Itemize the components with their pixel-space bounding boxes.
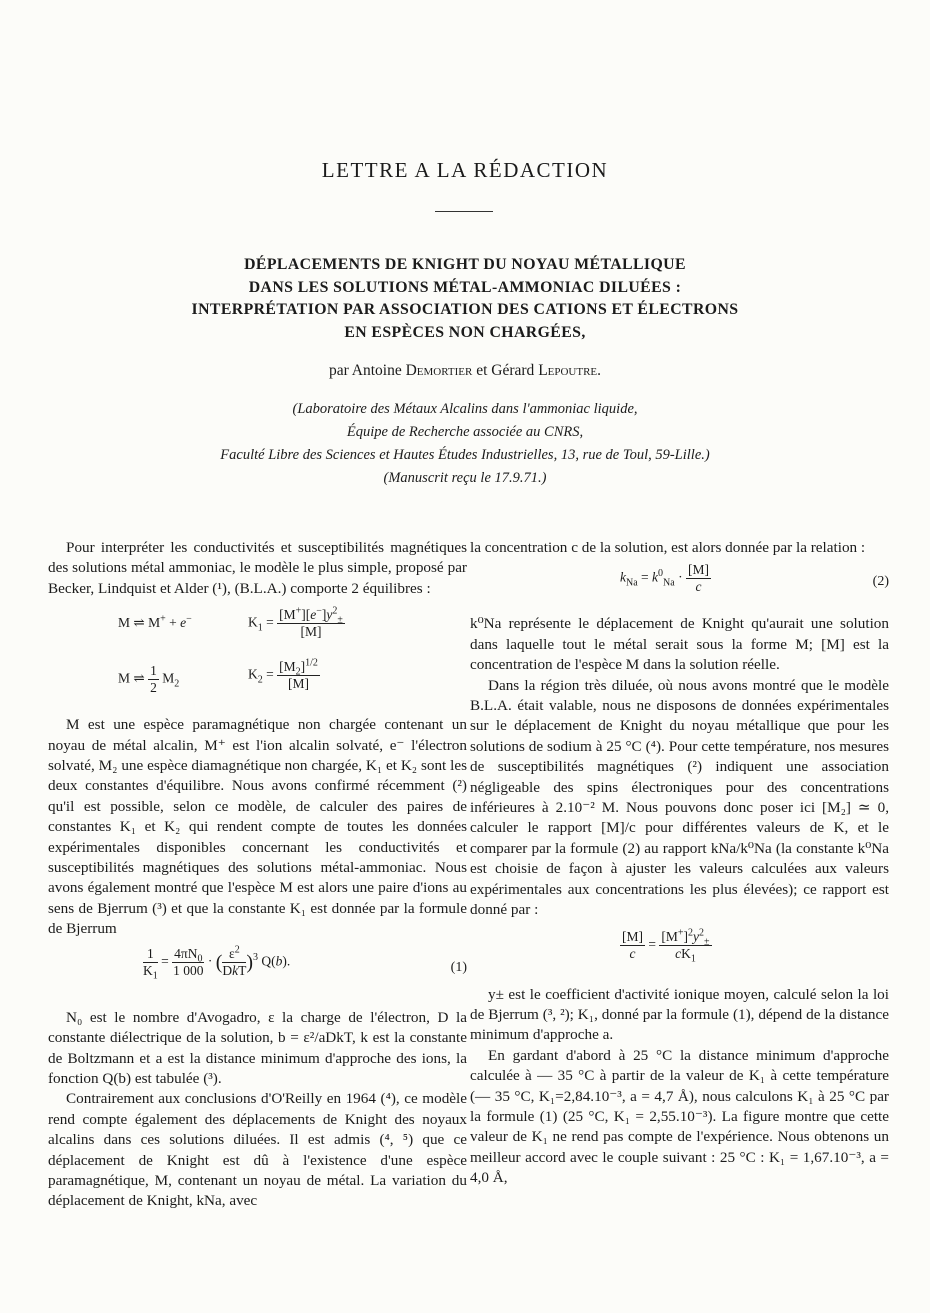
paragraph: Pour interpréter les conductivités et susceptibilités magnétiques des solutions métal ammoniac, le modèle le plus simple, proposé par Becker, Lindquist et Alder (¹), (B.L.A.) comporte 2 équilibres :: [48, 539, 467, 597]
equilibria-block: [118, 607, 467, 707]
title-line: DANS LES SOLUTIONS MÉTAL-AMMONIAC DILUÉES :: [248, 278, 682, 296]
equation-bjerrum: $\frac{1}{K_1}$ = $\frac{4\pi N_0}{1 000}$ · ( $\frac{\varepsilon^2}{\text{DkT}}$ )$^3$ Q(b). (1): [143, 944, 467, 982]
title-line: EN ESPÈCES NON CHARGÉES,: [344, 323, 586, 341]
authors-prefix: par Antoine: [328, 362, 402, 379]
author-line: [0, 362, 930, 380]
paragraph: En gardant d'abord à 25 °C la distance minimum d'approche calculée à — 35 °C à partir de la valeur de K₁ à cette température (— 35 °C, K₁=2,84.10⁻³, a = 4,7 Å), nous calculons K₁ à 25 °C par la formule (1) (25 °C, K₁ = 2,55.10⁻³). La figure montre que cette valeur de K₁ ne rend pas compte de l'expérience. Nous obtenons un meilleur accord avec le couple suivant : 25 °C : K₁ = 1,67.10⁻³, a = 4,0 Å,: [470, 1046, 889, 1187]
author-name: Lepoutre.: [538, 362, 602, 379]
affiliation: [0, 398, 930, 490]
k1-definition: $K_1$ = $\frac{[M^+][e^-]y^2_\pm}{[M]}$: [248, 605, 343, 640]
affiliation-line: Faculté Libre des Sciences et Hautes Études Industrielles, 13, rue de Toul, 59-Lille.): [220, 447, 710, 463]
paragraph: la concentration c de la solution, est alors donnée par la relation :: [470, 539, 866, 556]
equation-number: (2): [872, 574, 889, 590]
title-divider: [435, 211, 493, 212]
equation-number: (1): [450, 959, 467, 975]
title-line: DÉPLACEMENTS DE KNIGHT DU NOYAU MÉTALLIQUE: [244, 256, 686, 273]
paragraph: k⁰Na représente le déplacement de Knight qu'aurait une solution dans laquelle tout le métal serait sous la forme M; [M] est la concentration de l'espèce M dans la solution réelle.: [470, 615, 889, 674]
equation-knight-shift: $k_{Na} = k^0_{Na}$ · $\frac{[M]}{c}$ (2): [620, 562, 889, 595]
equilibrium-2: M ⇌ $\frac{1}{2}$ $M_2$: [118, 663, 180, 696]
paragraph: y± est le coefficient d'activité ionique moyen, calculé selon la loi de Bjerrum (³, ²); K₁, donné par la formule (1), dépend de la distance minimum d'approche a.: [470, 985, 889, 1044]
authors-join: et Gérard: [476, 362, 535, 379]
equation-ratio: $\frac{[M]}{c}$ = $\frac{[M^+]^2y^2_\pm}{cK_1}$: [622, 927, 710, 965]
paragraph: N₀ est le nombre d'Avogadro, ε la charge de l'électron, D la constante diélectrique de la solution, b = ε²/aDkT, k est la constante de Boltzmann et a est la distance minimum d'approche des ions, la fonction Q(b) est tabulée (³).: [48, 1008, 467, 1087]
equilibrium-1: M ⇌ M+ + e−: [118, 613, 192, 631]
received-date: (Manuscrit reçu le 17.9.71.): [383, 470, 547, 486]
title-line: INTERPRÉTATION PAR ASSOCIATION DES CATIONS ET ÉLECTRONS: [191, 301, 739, 318]
author-name: Demortier: [405, 362, 473, 379]
left-column: [48, 538, 467, 1212]
affiliation-line: (Laboratoire des Métaux Alcalins dans l'ammoniac liquide,: [292, 401, 638, 417]
paragraph: M est une espèce paramagnétique non chargée contenant un noyau de métal alcalin, M⁺ est l'ion alcalin solvaté, e⁻ l'électron solvaté, M₂ une espèce diamagnétique non chargée, K₁ et K₂ sont les deux constantes d'équilibre. Nous avons confirmé récemment (²) qu'il est possible, selon ce modèle, de calculer des paires de constantes K₁ et K₂ qui rendent compte de toutes les données expérimentales disponibles concernant les conductivités et susceptibilités magnétiques des solutions métal-ammoniac. Nous avons également montré que l'espèce M est alors une paire d'ions au sens de Bjerrum (³) et que la constante K₁ est donnée par la formule de Bjerrum: [48, 716, 467, 938]
article-title: [60, 254, 870, 344]
paragraph: Dans la région très diluée, où nous avons montré que le modèle B.L.A. était valable, nous ne disposons de données expérimentales sur le déplacement de Knight du noyau métallique que pour les solutions de sodium à 25 °C (⁴). Pour cette température, nos mesures de susceptibilités magnétiques (²) indiquent une association négligeable des spins électroniques pour des concentrations inférieures à 2.10⁻² M. Nous pouvons donc poser ici [M₂] ≃ 0, calculer le rapport [M]/c pour différentes valeurs de K, et le comparer par la formule (2) au rapport kNa/k⁰Na (la constante k⁰Na est choisie de façon à ajuster les valeurs calculées aux valeurs expérimentales aux concentrations les plus élevées); ce rapport est donné par :: [470, 676, 889, 919]
paragraph: Contrairement aux conclusions d'O'Reilly en 1964 (⁴), ce modèle rend compte également des déplacements de Knight des noyaux alcalins dans ces solutions diluées. Il est admis (⁴, ⁵) que ce déplacement de Knight est dû à l'existence d'une espèce paramagnétique, M, contenant un noyau de métal. La variation du déplacement de Knight, kNa, avec: [48, 1090, 467, 1210]
k2-definition: $K_2$ = $\frac{[M_2]^{1/2}}{[M]}$: [248, 657, 318, 692]
affiliation-line: Équipe de Recherche associée au CNRS,: [346, 424, 584, 440]
right-column: [470, 538, 889, 1189]
section-rubric: LETTRE A LA RÉDACTION: [321, 158, 609, 182]
